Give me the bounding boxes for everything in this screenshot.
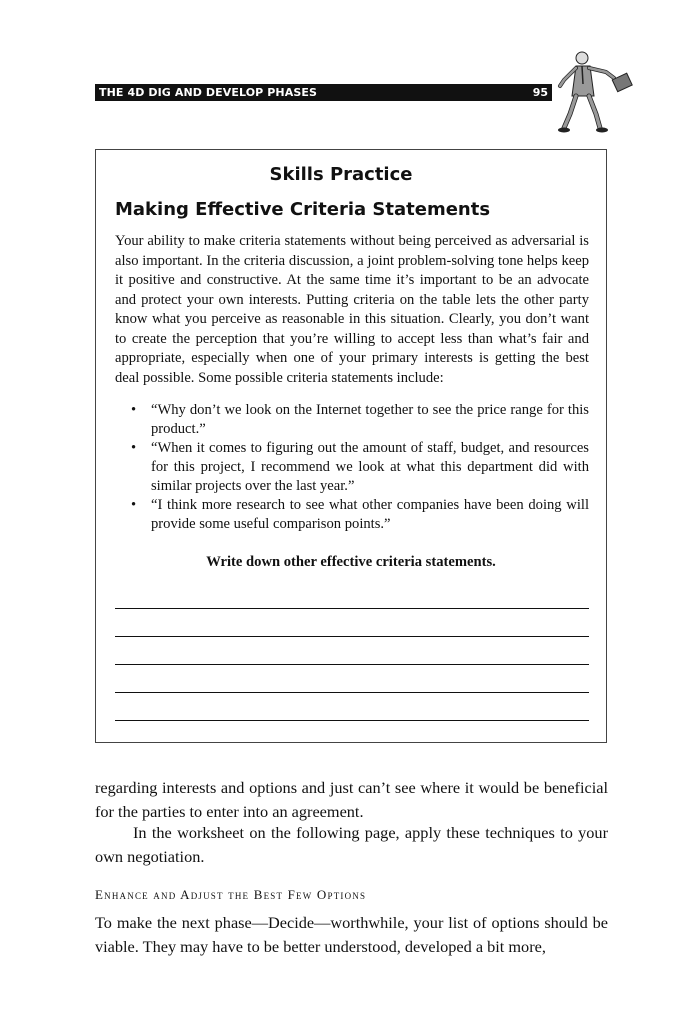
- list-item: [115, 401, 589, 439]
- list-item-text: “I think more research to see what other companies have been doing will provide some useful comparison points.”: [151, 497, 589, 532]
- box-paragraph: Your ability to make criteria statements without being perceived as adversarial is also important. In the criteria discussion, a joint problem-solving tone helps keep it positive and constructive. At the same time it’s important to be an advocate and protect your own interests. Putting criteria on the table lets the other party know what you perceive as reasonable in this situation. Clearly, you don’t want to create the perception that you’re willing to accept less than what’s fair and appropriate, especially when one of your primary interests is getting the best deal possible. Some possible criteria statements include:: [115, 233, 589, 386]
- bullet-marker: •: [131, 402, 137, 418]
- list-item: [115, 439, 589, 496]
- running-title: THE 4D DIG AND DEVELOP PHASES: [99, 86, 318, 99]
- businessman-with-briefcase-icon: [556, 50, 642, 134]
- page-number: 95: [532, 86, 548, 99]
- writing-line[interactable]: [115, 608, 589, 609]
- exercise-instruction: Write down other effective criteria statements.: [206, 554, 496, 570]
- criteria-statement-list: [115, 401, 589, 534]
- body-paragraph-3: To make the next phase—Decide—worthwhile, your list of options should be viable. They may have to be better understood, developed a bit more,: [95, 913, 608, 956]
- writing-line[interactable]: [115, 720, 589, 721]
- box-subtitle: Making Effective Criteria Statements: [115, 199, 491, 220]
- box-title: Skills Practice: [269, 164, 413, 185]
- bullet-marker: •: [131, 440, 137, 456]
- list-item-text: “Why don’t we look on the Internet together to see the price range for this product.”: [151, 402, 589, 437]
- list-item: [115, 496, 589, 534]
- bullet-marker: •: [131, 497, 137, 513]
- writing-line[interactable]: [115, 636, 589, 637]
- body-paragraph-2: In the worksheet on the following page, apply these techniques to your own negotiation.: [95, 823, 608, 866]
- section-heading: Enhance and Adjust the Best Few Options: [95, 887, 367, 902]
- list-item-text: “When it comes to figuring out the amount of staff, budget, and resources for this project, I recommend we look at what this department did with similar projects over the last year.”: [151, 440, 589, 494]
- running-header: [95, 84, 552, 101]
- writing-line[interactable]: [115, 664, 589, 665]
- body-paragraph-1: regarding interests and options and just can’t see where it would be beneficial for the parties to enter into an agreement.: [95, 778, 608, 821]
- writing-line[interactable]: [115, 692, 589, 693]
